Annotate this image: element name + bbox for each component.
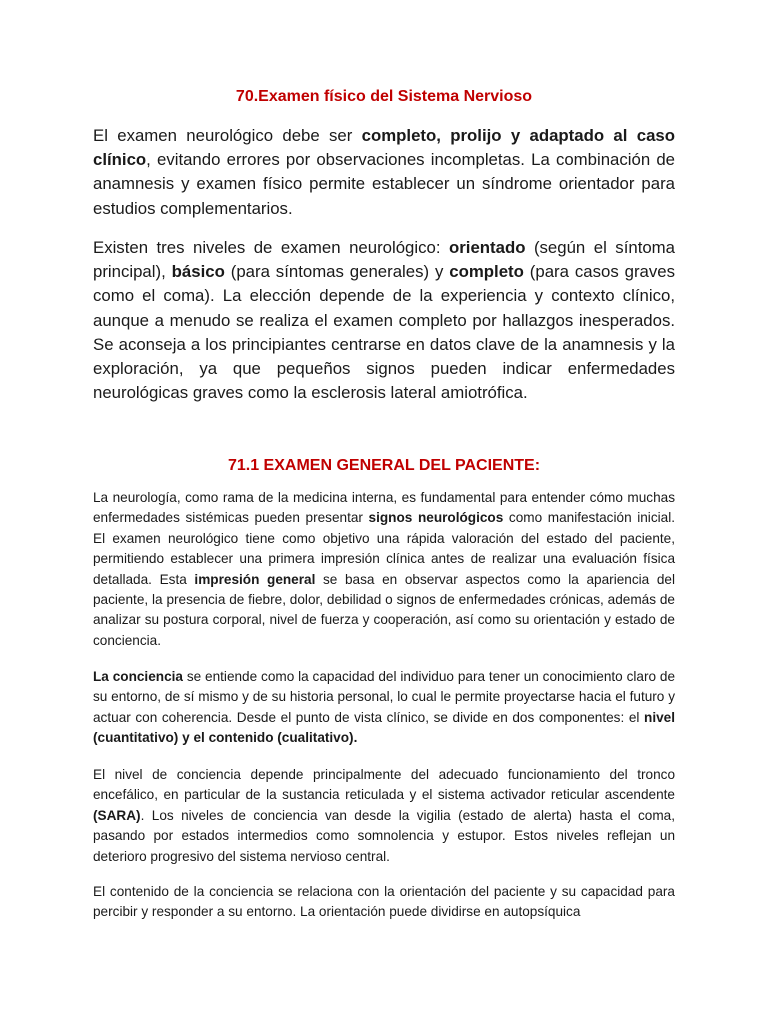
text-run: (para síntomas generales) y: [224, 262, 450, 282]
section-71-title: 71.1 EXAMEN GENERAL DEL PACIENTE:: [227, 457, 541, 474]
bold-text-run: La conciencia: [93, 669, 183, 684]
section-71-paragraph-2: [93, 667, 675, 749]
text-run: La neurología, como rama de la medicina interna, es fundamental para entender cómo muchas enfermedades sistémicas pueden presentar: [93, 490, 675, 526]
bold-text-run: completo, prolijo y adaptado al caso clínico: [93, 126, 675, 170]
bold-text-run: nivel (cuantitativo) y el contenido (cualitativo).: [93, 709, 675, 746]
text-run: Existen tres niveles de examen neurológico:: [93, 238, 449, 257]
bold-text-run: signos neurológicos: [368, 510, 504, 526]
bold-text-run: básico: [171, 262, 225, 282]
section-71-paragraph-1: [93, 488, 675, 651]
text-run: (según el síntoma principal),: [93, 238, 675, 282]
text-run: , evitando errores por observaciones incompletas. La combinación de anamnesis y examen físico permite establecer un síndrome orientador para estudios complementarios.: [93, 150, 675, 218]
bold-text-run: completo: [449, 262, 524, 282]
text-run: El examen neurológico debe ser: [93, 126, 362, 145]
text-run: se entiende como la capacidad del individuo para tener un conocimiento claro de su entorno, de sí mismo y de su historia personal, lo cual le permite proyectarse hacia el futuro y actuar con coherencia. Desde el punto de vista clínico, se divide en dos componentes: el: [93, 669, 676, 725]
section-70-paragraph-1: [93, 124, 675, 221]
text-run: se basa en observar aspectos como la apariencia del paciente, la presencia de fiebre, dolor, debilidad o signos de enfermedades crónicas, además de analizar su postura corporal, nivel de fuerza y cooperación, así como su orientación y estado de conciencia.: [93, 571, 675, 648]
text-run: El nivel de conciencia depende principalmente del adecuado funcionamiento del tronco encefálico, en particular de la sustancia reticulada y el sistema activador reticular ascendente: [93, 767, 675, 803]
text-run: . Los niveles de conciencia van desde la vigilia (estado de alerta) hasta el coma, pasando por estados intermedios como somnolencia y estupor. Estos niveles reflejan un deterioro progresivo del sistema nervioso central.: [93, 807, 675, 864]
text-run: El contenido de la conciencia se relaciona con la orientación del paciente y su capacidad para percibir y responder a su entorno. La orientación puede dividirse en autopsíquica: [93, 884, 675, 920]
section-71-paragraph-4: [93, 882, 675, 923]
bold-text-run: impresión general: [194, 571, 316, 587]
text-run: (para casos graves como el coma). La elección depende de la experiencia y contexto clínico, aunque a menudo se realiza el examen completo por hallazgos inesperados. Se aconseja a los principiantes centrarse en datos clave de la anamnesis y la exploración, ya que pequeños signos pueden indicar enfermedades neurológicas graves como la esclerosis lateral amiotrófica.: [93, 262, 675, 403]
section-71-paragraph-3: [93, 765, 675, 867]
section-70-title: 70.Examen físico del Sistema Nervioso: [235, 88, 533, 105]
section-70-paragraph-2: [93, 236, 675, 405]
bold-text-run: orientado: [449, 238, 526, 257]
bold-text-run: (SARA): [93, 807, 141, 823]
text-run: como manifestación inicial. El examen neurológico tiene como objetivo una rápida valoración del estado del paciente, permitiendo establecer una primera impresión clínica antes de realizar una evaluación física detallada. Esta: [93, 510, 675, 587]
